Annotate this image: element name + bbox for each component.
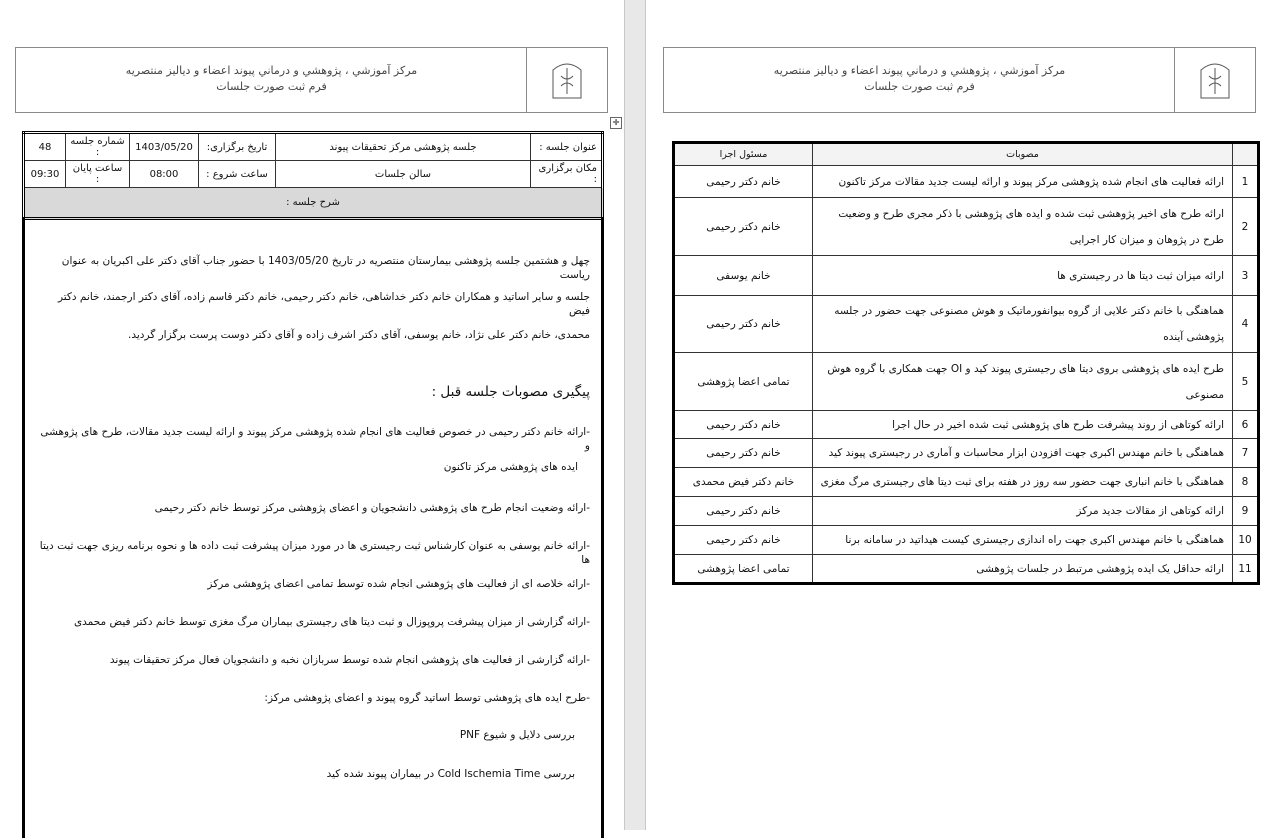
resolution-text: هماهنگی با خانم مهندس اکبری جهت افزودن ابزار محاسبات و آماری در رجیستری پیوند کید	[813, 439, 1233, 468]
body-item: -ارائه خانم یوسفی به عنوان کارشناس ثبت رجیستری ها در مورد میزان پیشرفت ثبت داده ها و نحوه برنامه ریزی جهت ثبت دیتا ها	[39, 540, 590, 566]
intro-line: چهل و هشتمین جلسه پژوهشی بیمارستان منتصریه در تاریخ 1403/05/20 با حضور جناب آقای دکتر علی اکبریان به عنوان ریاست	[61, 255, 590, 281]
resolution-owner: خانم دکتر رحیمی	[674, 166, 813, 198]
resolutions-table	[672, 141, 1260, 585]
resolution-owner: خانم دکتر رحیمی	[674, 411, 813, 439]
intro-line: محمدی، خانم دکتر علی نژاد، خانم یوسفی، آقای دکتر اشرف زاده و آقای دکتر دوست پرست برگزار گردید.	[128, 329, 590, 341]
resolution-owner: تمامی اعضا پژوهشی	[674, 353, 813, 411]
body-item: بررسی Cold Ischemia Time در بیماران پیوند شده کید	[326, 768, 575, 780]
start-label: ساعت شروع :	[199, 161, 276, 188]
intro-line: جلسه و سایر اساتید و همکاران خانم دکتر خداشاهی، خانم دکتر رحیمی، خانم دکتر قاسم زاده، آقای دکتر ارجمند، خانم دکتر فیض	[57, 291, 590, 317]
row-number: 2	[1233, 198, 1259, 256]
resolution-text: هماهنگی با خانم انباری جهت حضور سه روز در هفته برای ثبت دیتا های رجیستری مرگ مغزی	[813, 468, 1233, 497]
row-number: 4	[1233, 296, 1259, 353]
resolution-text: ارائه حداقل یک ایده پژوهشی مرتبط در جلسات پژوهشی	[813, 555, 1233, 584]
page-header-right	[663, 47, 1256, 113]
header-line1: مرکز آموزشي ، پژوهشي و درماني پيوند اعضاء و دياليز منتصريه	[773, 64, 1066, 77]
resolution-text: طرح ایده های پژوهشی بروی دیتا های رجیستری پیوند کید و OI جهت همکاری با گروه هوش مصنوعی	[813, 353, 1233, 411]
row-number: 10	[1233, 526, 1259, 555]
row-number: 6	[1233, 411, 1259, 439]
row-number: 5	[1233, 353, 1259, 411]
date-label: تاریخ برگزاری:	[199, 133, 276, 161]
end-time[interactable]: 09:30	[24, 161, 66, 188]
resolution-owner: تمامی اعضا پژوهشی	[674, 555, 813, 584]
meeting-date[interactable]: 1403/05/20	[130, 133, 199, 161]
meeting-place[interactable]: سالن جلسات	[276, 161, 531, 188]
resolution-text: ارائه فعالیت های انجام شده پژوهشی مرکز پیوند و ارائه لیست جدید مقالات مرکز تاکنون	[813, 166, 1233, 198]
body-item: -ارائه خانم دکتر رحیمی در خصوص فعالیت های انجام شده پژوهشی مرکز پیوند و ارائه لیست جدید مقالات، طرح های پژوهشی و	[40, 426, 590, 452]
resolution-owner: خانم دکتر رحیمی	[674, 526, 813, 555]
row-number: 1	[1233, 166, 1259, 198]
resolution-row	[674, 497, 1259, 526]
resolution-owner: خانم یوسفی	[674, 256, 813, 296]
resolution-owner: خانم دکتر رحیمی	[674, 497, 813, 526]
header-line2: فرم ثبت صورت جلسات	[864, 80, 975, 93]
body-item: -ارائه گزارشی از میزان پیشرفت پروپوزال و ثبت دیتا های رجیستری بیماران مرگ مغزی توسط خانم دکتر فیض محمدی	[73, 616, 590, 628]
row-number: 3	[1233, 256, 1259, 296]
resolutions-header: مصوبات	[813, 143, 1233, 166]
number-label: شماره جلسه :	[66, 133, 130, 161]
meeting-number[interactable]: 48	[24, 133, 66, 161]
resolution-text: ارائه کوتاهی از مقالات جدید مرکز	[813, 497, 1233, 526]
section-heading: پیگیری مصوبات جلسه قبل :	[431, 384, 590, 400]
meeting-title[interactable]: جلسه پژوهشی مرکز تحقیقات پیوند	[276, 133, 531, 161]
end-label: ساعت پایان :	[66, 161, 130, 188]
row-number: 9	[1233, 497, 1259, 526]
description-label: شرح جلسه :	[24, 188, 603, 219]
resolution-row	[674, 468, 1259, 497]
owner-header: مسئول اجرا	[674, 143, 813, 166]
table-move-handle[interactable]: ✛	[610, 117, 622, 129]
resolution-row	[674, 198, 1259, 256]
body-item: -ارائه گزارشی از فعالیت های پژوهشی انجام شده توسط سربازان نخبه و دانشجویان فعال مرکز تحقیقات پیوند	[109, 654, 590, 666]
resolution-text: ارائه کوتاهی از روند پیشرفت طرح های پژوهشی ثبت شده اخیر در حال اجرا	[813, 411, 1233, 439]
resolution-row	[674, 256, 1259, 296]
description-text	[0, 0, 622, 830]
resolution-text: ارائه طرح های اخیر پژوهشی ثبت شده و ایده های پژوهشی با ذکر مجری طرح و وضعیت طرح در پژوهان و میزان کار اجرایی	[813, 198, 1233, 256]
row-number: 11	[1233, 555, 1259, 584]
body-item: بررسی دلایل و شیوع PNF	[459, 729, 575, 741]
number-header	[1233, 143, 1259, 166]
resolution-row	[674, 166, 1259, 198]
university-logo-icon	[1174, 48, 1255, 112]
resolution-text: ارائه میزان ثبت دیتا ها در رجیستری ها	[813, 256, 1233, 296]
resolution-text: هماهنگی با خانم مهندس اکبری جهت راه اندازی رجیستری کیست هیداتید در سامانه برنا	[813, 526, 1233, 555]
body-item: -ارائه وضعیت انجام طرح های پژوهشی دانشجویان و اعضای پژوهشی مرکز توسط خانم دکتر رحیمی	[154, 502, 590, 514]
body-item: -طرح ایده های پژوهشی توسط اساتید گروه پیوند و اعضای پژوهشی مرکز:	[264, 692, 590, 704]
place-label: مکان برگزاری :	[531, 161, 603, 188]
body-item: -ارائه خلاصه ای از فعالیت های پژوهشی انجام شده توسط تمامی اعضای پژوهشی مرکز	[207, 578, 590, 590]
resolution-owner: خانم دکتر رحیمی	[674, 439, 813, 468]
page-gap	[624, 0, 646, 830]
resolution-owner: خانم دکتر رحیمی	[674, 296, 813, 353]
row-number: 8	[1233, 468, 1259, 497]
title-label: عنوان جلسه :	[531, 133, 603, 161]
header-line1: مرکز آموزشي ، پژوهشي و درماني پيوند اعضاء و دياليز منتصريه	[125, 64, 418, 77]
resolution-owner: خانم دکتر رحیمی	[674, 198, 813, 256]
row-number: 7	[1233, 439, 1259, 468]
resolution-row	[674, 411, 1259, 439]
resolution-row	[674, 296, 1259, 353]
header-line2: فرم ثبت صورت جلسات	[216, 80, 327, 93]
start-time[interactable]: 08:00	[130, 161, 199, 188]
resolution-row	[674, 555, 1259, 584]
body-item: ایده های پژوهشی مرکز تاکنون	[443, 461, 578, 473]
resolution-row	[674, 526, 1259, 555]
resolution-text: هماهنگی با خانم دکتر علایی از گروه بیوانفورماتیک و هوش مصنوعی جهت حضور در جلسه پژوهشی آینده	[813, 296, 1233, 353]
resolution-row	[674, 353, 1259, 411]
resolution-row	[674, 439, 1259, 468]
resolution-owner: خانم دکتر فیض محمدی	[674, 468, 813, 497]
